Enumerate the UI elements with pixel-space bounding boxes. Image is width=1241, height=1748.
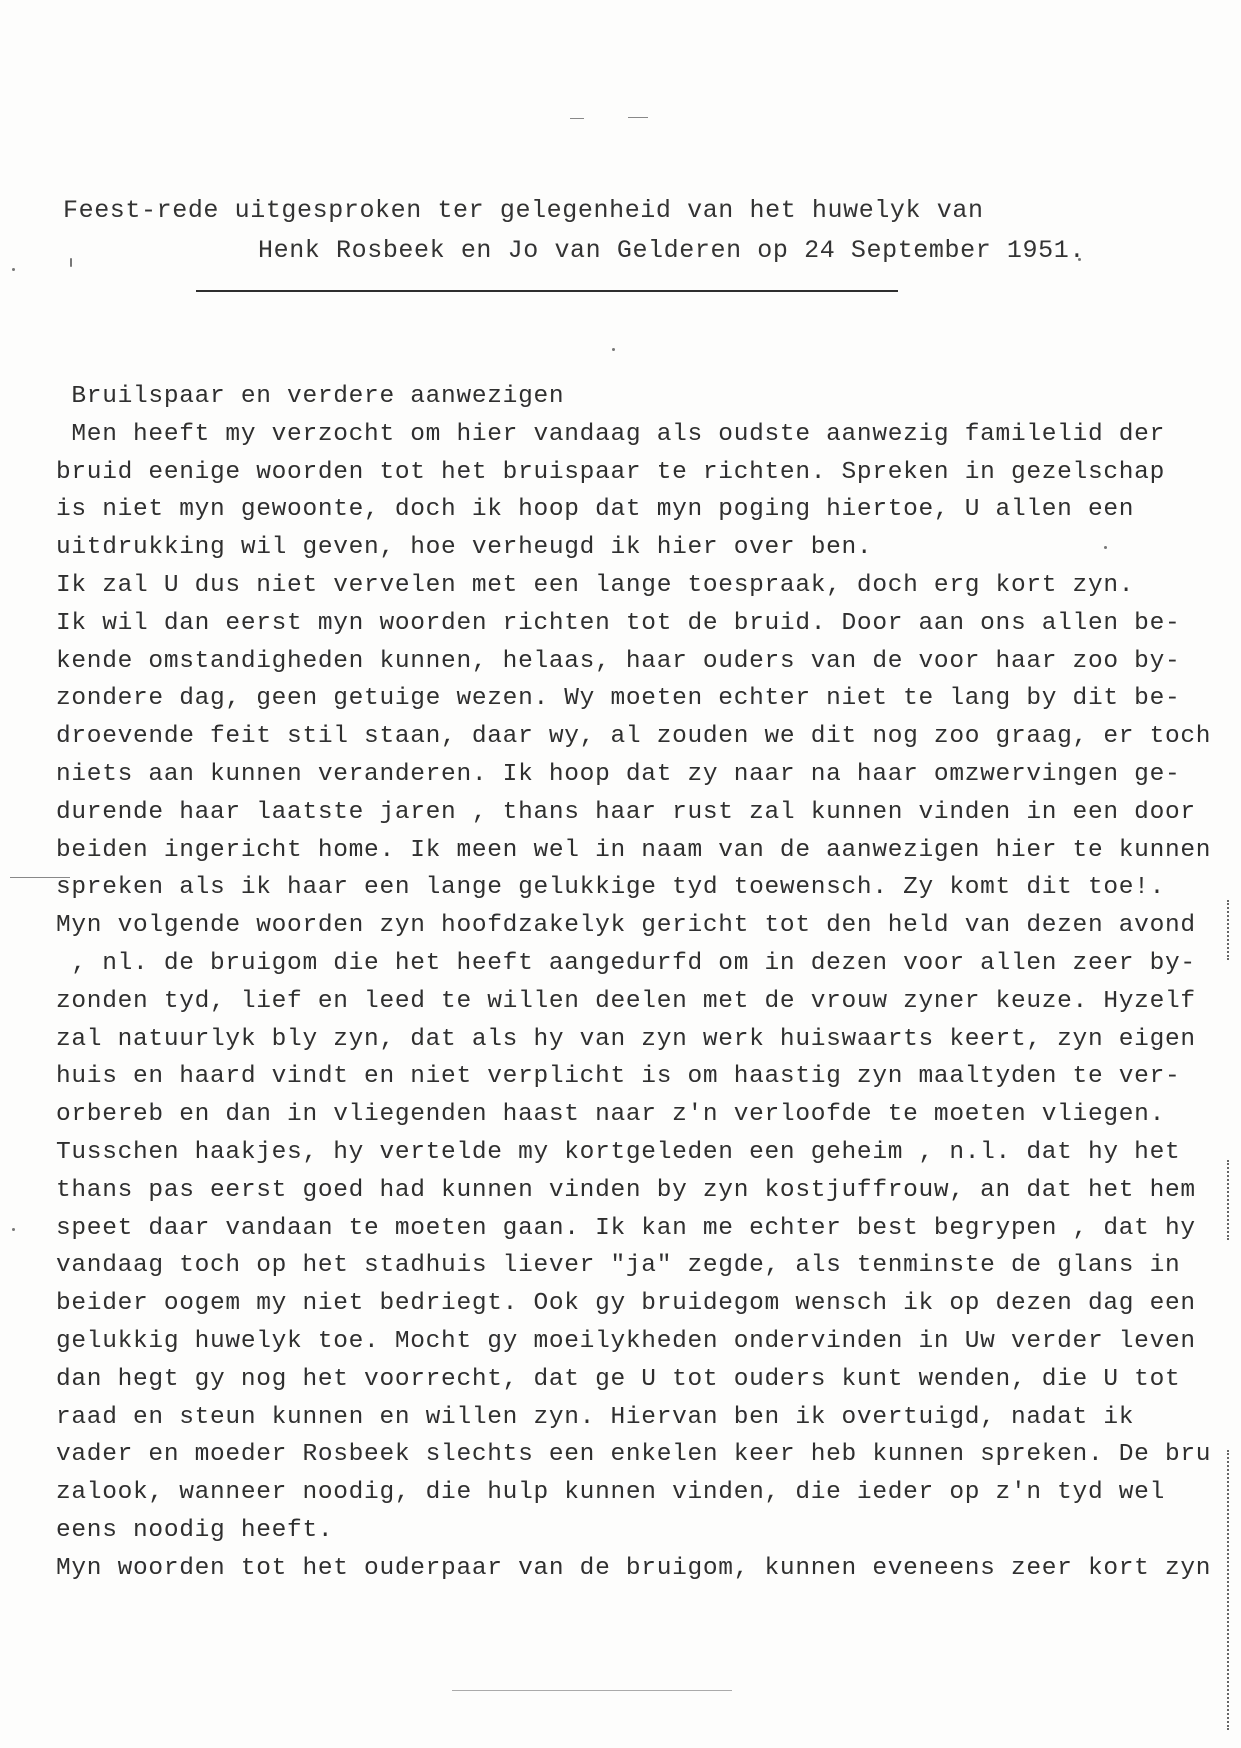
speech-line: Myn volgende woorden zyn hoofdzakelyk gericht tot den held van dezen avond bbox=[56, 912, 1196, 940]
speech-line: Myn woorden tot het ouderpaar van de bruigom, kunnen eveneens zeer kort zyn bbox=[56, 1554, 1212, 1582]
speech-line: Men heeft my verzocht om hier vandaag als oudste aanwezig familelid der bbox=[56, 420, 1165, 448]
speech-line: is niet myn gewoonte, doch ik hoop dat myn poging hiertoe, U allen een bbox=[56, 496, 1135, 524]
speech-line: kende omstandigheden kunnen, helaas, haar ouders van de voor haar zoo by- bbox=[56, 647, 1181, 675]
speech-line: eens noodig heeft. bbox=[56, 1516, 334, 1544]
speech-line: beiden ingericht home. Ik meen wel in naam van de aanwezigen hier te kunnen bbox=[56, 836, 1212, 864]
speech-line: zondere dag, geen getuige wezen. Wy moeten echter niet te lang by dit be- bbox=[56, 685, 1181, 713]
speech-line: thans pas eerst goed had kunnen vinden by zyn kostjuffrouw, an dat het hem bbox=[56, 1176, 1196, 1204]
speech-line: zalook, wanneer noodig, die hulp kunnen vinden, die ieder op z'n tyd wel bbox=[56, 1479, 1165, 1507]
speech-line: gelukkig huwelyk toe. Mocht gy moeilykheden ondervinden in Uw verder leven bbox=[56, 1327, 1196, 1355]
speech-line: beider oogem my niet bedriegt. Ook gy bruidegom wensch ik op dezen dag een bbox=[56, 1290, 1196, 1318]
heading-underline bbox=[196, 290, 898, 292]
speech-line: orbereb en dan in vliegenden haast naar z'n verloofde te moeten vliegen. bbox=[56, 1101, 1165, 1129]
margin-noise bbox=[1227, 1450, 1235, 1730]
speech-line: raad en steun kunnen en willen zyn. Hiervan ben ik overtuigd, nadat ik bbox=[56, 1403, 1135, 1431]
heading-line-2: Henk Rosbeek en Jo van Gelderen op 24 September 1951. bbox=[258, 236, 1085, 265]
speech-line: durende haar laatste jaren , thans haar rust zal kunnen vinden in een door bbox=[56, 798, 1196, 826]
speech-line: uitdrukking wil geven, hoe verheugd ik hier over ben. bbox=[56, 534, 873, 562]
margin-noise bbox=[1227, 1160, 1235, 1240]
speech-line: droevende feit stil staan, daar wy, al zouden we dit nog zoo graag, er toch bbox=[56, 723, 1212, 751]
top-mark bbox=[628, 117, 648, 118]
speech-line: Ik zal U dus niet vervelen met een lange toespraak, doch erg kort zyn. bbox=[56, 571, 1135, 599]
speech-line: spreken als ik haar een lange gelukkige tyd toewensch. Zy komt dit toe!. bbox=[56, 874, 1165, 902]
speech-line: dan hegt gy nog het voorrecht, dat ge U tot ouders kunt wenden, die U tot bbox=[56, 1365, 1181, 1393]
speech-line: speet daar vandaan te moeten gaan. Ik kan me echter best begrypen , dat hy bbox=[56, 1214, 1196, 1242]
speck bbox=[70, 258, 72, 267]
speech-line: niets aan kunnen veranderen. Ik hoop dat zy naar na haar omzwervingen ge- bbox=[56, 760, 1181, 788]
speech-line: vandaag toch op het stadhuis liever "ja" zegde, als tenminste de glans in bbox=[56, 1252, 1181, 1280]
speech-line: vader en moeder Rosbeek slechts een enkelen keer heb kunnen spreken. De bru bbox=[56, 1441, 1212, 1469]
speech-line: zal natuurlyk bly zyn, dat als hy van zyn werk huiswaarts keert, zyn eigen bbox=[56, 1025, 1196, 1053]
speech-line: Tusschen haakjes, hy vertelde my kortgeleden een geheim , n.l. dat hy het bbox=[56, 1138, 1181, 1166]
speech-line: zonden tyd, lief en leed te willen deelen met de vrouw zyner keuze. Hyzelf bbox=[56, 987, 1196, 1015]
speck bbox=[12, 1228, 15, 1231]
margin-noise bbox=[1227, 900, 1235, 960]
speech-line: bruid eenige woorden tot het bruispaar te richten. Spreken in gezelschap bbox=[56, 458, 1165, 486]
speech-line: huis en haard vindt en niet verplicht is om haastig zyn maaltyden te ver- bbox=[56, 1063, 1181, 1091]
top-mark bbox=[570, 118, 584, 119]
speech-line: Ik wil dan eerst myn woorden richten tot de bruid. Door aan ons allen be- bbox=[56, 609, 1181, 637]
speech-line: Bruilspaar en verdere aanwezigen bbox=[56, 383, 565, 410]
speech-line: , nl. de bruigom die het heeft aangedurfd om in dezen voor allen zeer by- bbox=[56, 949, 1196, 977]
speck bbox=[612, 348, 615, 351]
heading-line-1: Feest-rede uitgesproken ter gelegenheid van het huwelyk van bbox=[63, 196, 984, 225]
speech-body bbox=[56, 378, 1212, 1588]
scan-line bbox=[452, 1690, 732, 1691]
speck bbox=[12, 268, 15, 271]
